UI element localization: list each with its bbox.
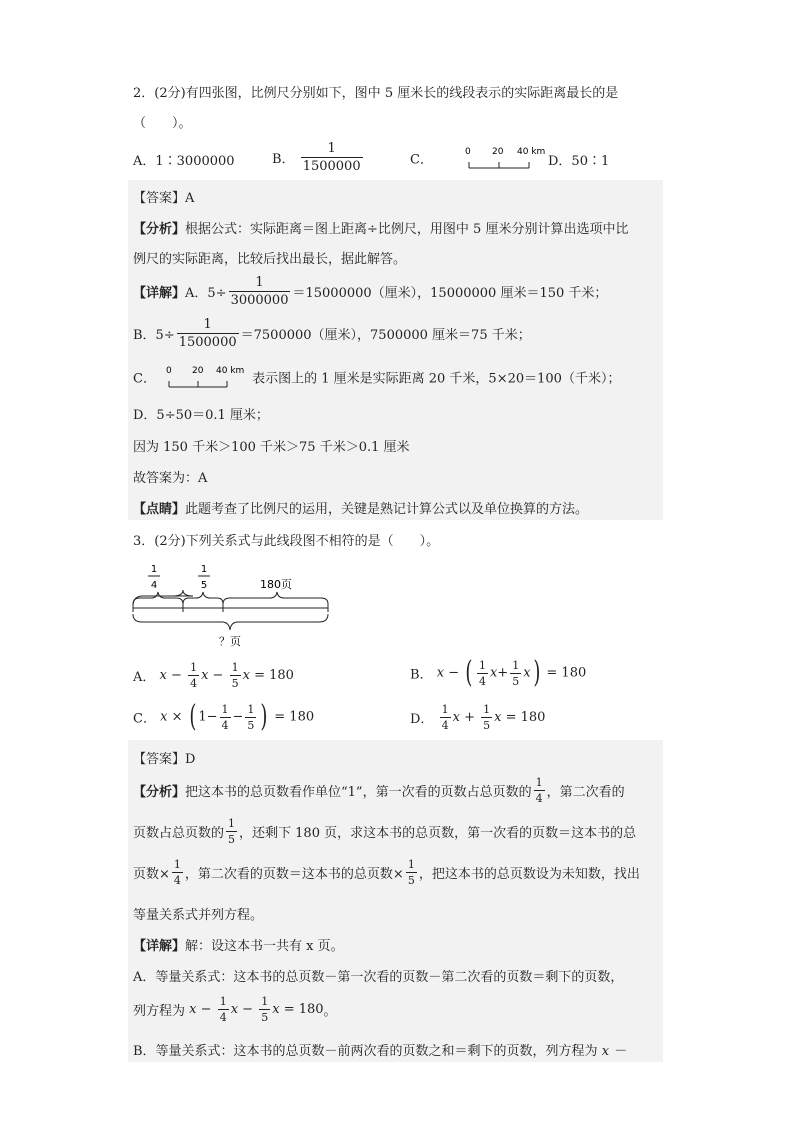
fraction-numerator: 1 [231, 661, 239, 674]
q3-option-c [133, 699, 315, 734]
fraction-denominator: 4 [173, 874, 181, 887]
one-minus: 1− [198, 709, 218, 725]
q2-analysis-line2: 例尺的实际距离，比较后找出最长，据此解答。 [133, 252, 407, 267]
fraction-1-5 [226, 818, 237, 845]
q2-detail-c-pre: C． [133, 371, 156, 387]
q2-detail-b [133, 318, 531, 349]
q3-analysis-tag: 【分析】 [133, 785, 186, 800]
fraction-numerator: 1 [407, 858, 415, 871]
scale-label-40: 40 km [216, 366, 245, 376]
q2-detail-tag: 【详解】 [133, 286, 186, 301]
q3-detail-b-text: B．等量关系式：这本书的总页数－前两次看的页数之和＝剩下的页数，列方程为 [133, 1044, 598, 1059]
fraction-denominator: 5 [261, 1011, 269, 1024]
fraction-denominator: 4 [190, 677, 198, 690]
scale-label-40: 40 km [517, 147, 546, 157]
var-x: x [489, 665, 498, 681]
equals-180: = 180 [254, 668, 294, 683]
q2-stem-line2: （ ）。 [133, 116, 192, 131]
q2-detail-a-pre: A．5÷ [185, 286, 227, 301]
q2-detail-b-post: ＝7500000（厘米），7500000 厘米＝75 千米； [240, 328, 531, 343]
equals-180: = 180 [283, 1002, 324, 1017]
var-x: x [230, 1002, 239, 1017]
fraction-numerator: 1 [512, 658, 520, 672]
q3-detail-a: A．等量关系式：这本书的总页数－第一次看的页数－第二次看的页数＝剩下的页数， [133, 970, 624, 985]
fraction-denominator: 5 [512, 674, 520, 688]
fraction-denominator: 5 [483, 719, 491, 732]
op-minus: − [242, 1002, 254, 1017]
q2-detail-b-fraction [177, 318, 239, 349]
fraction-denominator: 4 [535, 792, 543, 805]
fraction-1-5 [406, 859, 417, 886]
diagram-fraction1-num: 1 [150, 564, 158, 575]
diagram-fraction2-num: 1 [200, 564, 208, 575]
var-x: x [523, 665, 531, 681]
q3-answer: 【答案】D [133, 752, 196, 767]
fraction-denominator: 4 [219, 1011, 227, 1024]
q3-analysis-text2-post: ，还剩下 180 页，求这本书的总页数，第一次看的页数＝这本书的总 [239, 826, 637, 841]
fraction-1-4 [220, 704, 231, 731]
q2-comment-tag: 【点睛】 [133, 502, 186, 517]
q3-analysis-text1-post: ，第二次看的 [546, 785, 625, 800]
fraction-numerator: 1 [483, 703, 491, 716]
q2-detail-a [133, 276, 607, 307]
q3-option-d-label: D． [410, 712, 434, 727]
q3-option-d [410, 704, 545, 731]
fraction-numerator: 1 [247, 702, 255, 716]
q2-answer: 【答案】A [133, 191, 195, 206]
q2-option-d: D．50∶1 [548, 154, 610, 169]
q2-option-c-label: C． [410, 152, 433, 168]
fraction-denominator: 1500000 [178, 335, 237, 350]
scale-label-0: 0 [166, 366, 172, 376]
scale-label-0: 0 [465, 147, 471, 157]
fraction-denominator: 5 [247, 718, 255, 732]
fraction-denominator: 4 [441, 719, 449, 732]
var-x: x [159, 668, 167, 683]
q3-analysis-line4: 等量关系式并列方程。 [133, 908, 264, 923]
var-x: x [242, 668, 250, 683]
left-paren: ( [188, 699, 196, 734]
q2-option-b-fraction [301, 142, 363, 173]
op-minus: − [448, 665, 460, 681]
fraction-1-5 [510, 660, 521, 687]
q2-because: 因为 150 千米＞100 千米＞75 千米＞0.1 厘米 [133, 440, 410, 455]
fraction-denominator: 3000000 [230, 293, 289, 308]
q3-analysis-line3 [133, 859, 640, 886]
q2-option-b [272, 142, 365, 173]
q2-comment-text: 此题考查了比例尺的运用，关键是熟记计算公式以及单位换算的方法。 [185, 502, 589, 517]
diagram-fraction2-den: 5 [200, 580, 208, 591]
var-x: x [201, 668, 209, 683]
q2-analysis-line1 [133, 218, 628, 237]
q3-analysis-line1 [133, 777, 625, 804]
equals-180: = 180 [505, 710, 546, 725]
var-x: x [189, 1002, 197, 1017]
op-minus: − [200, 1002, 212, 1017]
fraction-1-5 [481, 704, 492, 731]
q3-option-a [133, 662, 294, 689]
q3-analysis-text3: 页数× [133, 867, 170, 882]
scale-bar-icon [437, 144, 547, 172]
q2-detail-a-post: ＝15000000（厘米），15000000 厘米＝150 千米； [292, 286, 608, 301]
q2-option-c [410, 144, 547, 172]
fraction-denominator: 5 [407, 874, 415, 887]
op-times: × [171, 709, 183, 725]
left-paren: ( [465, 655, 473, 690]
q3-option-c-label: C． [133, 711, 156, 727]
q2-option-b-label: B． [272, 152, 295, 167]
op-plus: + [497, 665, 509, 681]
q2-detail-a-fraction [229, 276, 291, 307]
scale-label-20: 20 [192, 366, 204, 376]
diagram-remaining-label: 180页 [260, 578, 292, 591]
q2-analysis-text1: 根据公式：实际距离＝图上距离÷比例尺，用图中 5 厘米分别计算出选项中比 [185, 222, 629, 237]
fraction-1-5 [230, 662, 241, 689]
q2-option-a: A．1∶3000000 [133, 154, 235, 169]
q3-analysis-text2: 页数占总页数的 [133, 826, 225, 841]
q3-analysis-text3-post: ，把这本书的总页数设为未知数，找出 [418, 867, 640, 882]
equals-180: = 180 [274, 709, 315, 725]
q3-detail-intro-text: 解：设这本书一共有 x 页。 [185, 939, 344, 954]
q2-detail-d: D．5÷50＝0.1 厘米； [133, 408, 269, 423]
q2-comment [133, 498, 588, 517]
q3-analysis-text1: 把这本书的总页数看作单位“1”，第一次看的页数占总页数的 [185, 785, 532, 800]
fraction-1-4 [534, 777, 545, 804]
op-minus: − [212, 668, 224, 683]
diagram-total-label: ？页 [219, 635, 241, 648]
q3-detail-a-equation: 列方程为 x − $\frac{1}{4}$ x − $\frac{1}{5}$ x = 180。 [133, 995, 337, 1024]
fraction-1-4 [218, 996, 229, 1023]
var-x: x [436, 665, 445, 681]
equals-180: = 180 [546, 665, 587, 681]
q2-detail-b-pre: B．5÷ [133, 328, 175, 343]
q3-detail-a-pre: 列方程为 [133, 1004, 186, 1019]
fraction-numerator: 1 [441, 703, 449, 716]
q2-stem-line1: 2．(2分)有四张图，比例尺分别如下，图中 5 厘米长的线段表示的实际距离最长的是 [133, 86, 619, 101]
var-x: x [494, 710, 502, 725]
right-paren: ) [532, 655, 540, 690]
q3-option-b-label: B． [410, 667, 433, 683]
fraction-1-5 [245, 704, 256, 731]
q2-detail-c-post: 表示图上的 1 厘米是实际距离 20 千米，5×20＝100（千米）； [252, 371, 621, 387]
segment-diagram [128, 560, 338, 650]
q3-analysis-line2 [133, 818, 636, 845]
fraction-numerator: 1 [190, 661, 198, 674]
op-minus: − [232, 709, 244, 725]
var-x: x [272, 1002, 280, 1017]
fraction-numerator: 1 [173, 858, 181, 871]
fraction-numerator: 1 [535, 776, 543, 789]
fraction-denominator: 4 [478, 674, 486, 688]
q3-detail-tag: 【详解】 [133, 939, 186, 954]
fraction-numerator: 1 [301, 142, 363, 158]
fraction-numerator: 1 [229, 276, 291, 292]
fraction-numerator: 1 [261, 995, 269, 1008]
fraction-1-5 [259, 996, 270, 1023]
fraction-numerator: 1 [478, 658, 486, 672]
scale-bar-icon [160, 363, 252, 391]
fraction-numerator: 1 [221, 702, 229, 716]
fraction-denominator: 4 [221, 718, 229, 732]
fraction-1-4 [440, 704, 451, 731]
fraction-numerator: 1 [228, 817, 236, 830]
q2-detail-c [133, 363, 620, 391]
op-minus: − [171, 668, 182, 683]
var-x: x [452, 710, 460, 725]
fraction-numerator: 1 [219, 995, 227, 1008]
diagram-fraction1-den: 4 [150, 580, 158, 591]
fraction-denominator: 1500000 [302, 159, 361, 174]
var-x: x [160, 709, 168, 725]
fraction-1-4 [477, 660, 488, 687]
fraction-denominator: 5 [228, 833, 236, 846]
q3-detail-b [133, 1040, 626, 1059]
scale-label-20: 20 [492, 147, 504, 157]
fraction-1-4 [188, 662, 199, 689]
q3-stem: 3．(2分)下列关系式与此线段图不相符的是（ ）。 [133, 534, 440, 549]
q3-option-a-label: A． [133, 670, 156, 685]
q2-analysis-tag: 【分析】 [133, 222, 186, 237]
right-paren: ) [260, 699, 268, 734]
fraction-denominator: 5 [231, 677, 239, 690]
q2-therefore: 故答案为：A [133, 471, 208, 486]
q3-analysis-text3-mid: ，第二次看的页数＝这本书的总页数× [184, 867, 404, 882]
q3-detail-intro [133, 935, 344, 954]
fraction-numerator: 1 [177, 318, 239, 334]
fraction-1-4 [172, 859, 183, 886]
q3-option-b [410, 655, 587, 690]
q3-detail-b-tail: x － [601, 1044, 627, 1059]
op-plus: + [464, 710, 475, 725]
